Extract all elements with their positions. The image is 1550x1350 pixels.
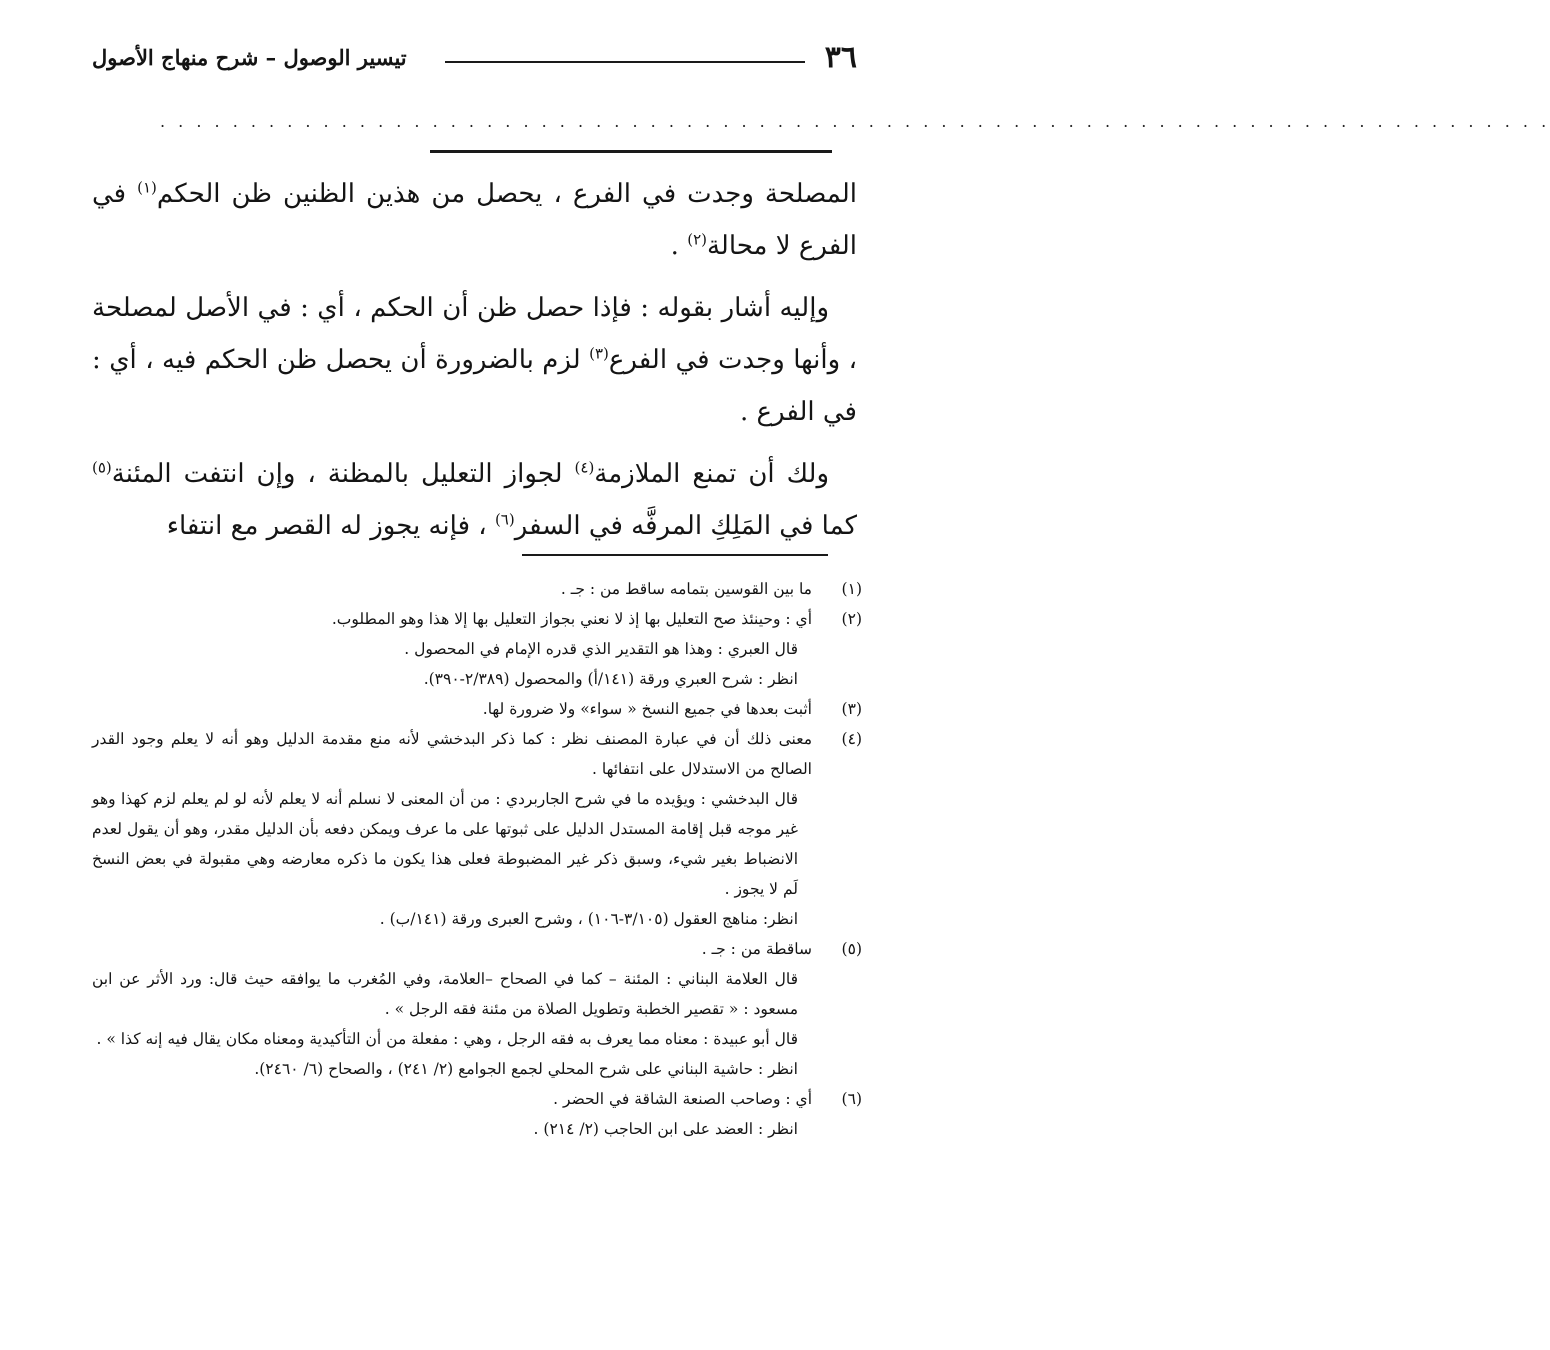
text-run: في الفرع لا محالة — [92, 179, 857, 261]
text-run: وإليه أشار بقوله : فإذا حصل ظن أن الحكم ، أي : في الأصل لمصلحة ، وأنها وجدت في الفرع — [92, 293, 857, 375]
footnote-number: (٣) — [841, 700, 862, 718]
footnote-text: معنى ذلك أن في عبارة المصنف نظر : كما ذكر البدخشي لأنه منع مقدمة الدليل وهو أنه لا يعلم وجود القدر الصالح من الاستدلال على انتفائها . — [92, 730, 812, 778]
paragraph-2 — [92, 282, 857, 438]
book-title: تيسير الوصول – شرح منهاج الأصول — [92, 45, 407, 70]
footnote-number: (٢) — [841, 610, 862, 628]
footnote-rule — [522, 554, 828, 556]
footnote-ref-3[interactable]: (٣) — [589, 344, 609, 363]
header-rule — [445, 61, 805, 63]
footnote-number: (٥) — [841, 940, 862, 958]
section-rule — [430, 150, 832, 153]
text-run: لجواز التعليل بالمظنة ، وإن انتفت المئنة — [111, 459, 575, 489]
footnote-subtext: انظر : حاشية البناني على شرح المحلي لجمع الجوامع (٢/ ٢٤١) ، والصحاح (٦/ ٢٤٦٠). — [254, 1060, 798, 1078]
footnotes — [92, 574, 862, 1144]
dotted-separator: . . . . . . . . . . . . . . . . . . . . . . . . . . . . . . . . . . . . . . . . . . . . . . . . . . . . . . . . . . . . . . . . . . . . . . . . . . . . . — [160, 112, 1550, 131]
footnote-subtext: قال البدخشي : ويؤيده ما في شرح الجاربردي : من أن المعنى لا نسلم أنه لا يعلم لأنه لو لم يعلم لزم كهذا وهو غير موجه قبل إقامة المستدل الدليل على ثبوتها على ما عرف ويمكن دفعه بأن الدليل مقدر، وهو أن يقول لعدم الانضباط بغير شيء، وسبق ذكر غير المضبوطة فعلى هذا يكون ما ذكره معارضه وهي مقبولة في بعض النسخ لَم لا يجوز . — [92, 790, 798, 898]
footnote-ref-6[interactable]: (٦) — [494, 510, 515, 529]
running-header — [92, 38, 857, 86]
footnote-text: أثبت بعدها في جميع النسخ « سواء» ولا ضرورة لها. — [482, 700, 812, 718]
footnote-text: أي : وحينئذ صح التعليل بها إذ لا نعني بجواز التعليل بها إلا هذا وهو المطلوب. — [331, 610, 812, 628]
text-run: ، فإنه يجوز له القصر مع انتفاء — [166, 511, 495, 541]
footnote-subtext: انظر: مناهج العقول (٣/١٠٥-١٠٦) ، وشرح العبرى ورقة (١٤١/ب) . — [379, 910, 798, 928]
text-run: المصلحة وجدت في الفرع ، يحصل من هذين الظنين ظن الحكم — [156, 179, 857, 209]
text-run: لزم بالضرورة أن يحصل ظن الحكم فيه ، أي : في الفرع . — [92, 345, 857, 427]
footnote-number: (١) — [841, 580, 862, 598]
main-text — [92, 168, 857, 562]
footnote-ref-4[interactable]: (٤) — [574, 458, 595, 477]
footnote-ref-1[interactable]: (١) — [137, 178, 157, 197]
footnote-number: (٦) — [841, 1090, 862, 1108]
footnote-ref-2[interactable]: (٢) — [687, 230, 707, 249]
footnote-number: (٤) — [841, 730, 862, 748]
footnote-subtext: قال العلامة البناني : المئنة – كما في الصحاح –العلامة، وفي المُغرب ما يوافقه حيث قال: ورد الأثر عن ابن مسعود : « تقصير الخطبة وتطويل الصلاة من مئنة فقه الرجل » . — [92, 970, 798, 1018]
paragraph-3 — [92, 448, 857, 552]
text-run: ولك أن تمنع الملازمة — [594, 459, 829, 489]
footnote-subtext: انظر : العضد على ابن الحاجب (٢/ ٢١٤) . — [533, 1120, 798, 1138]
footnote — [92, 1084, 862, 1144]
text-run: . — [670, 231, 688, 261]
footnote — [92, 694, 862, 724]
footnote-subtext: قال العبري : وهذا هو التقدير الذي قدره الإمام في المحصول . — [404, 640, 798, 658]
footnote — [92, 724, 862, 934]
footnote-text: ساقطة من : جـ . — [701, 940, 812, 958]
footnote-subtext: قال أبو عبيدة : معناه مما يعرف به فقه الرجل ، وهي : مفعلة من أن التأكيدية ومعناه مكان يقال فيه إنه كذا » . — [96, 1030, 798, 1048]
footnote — [92, 604, 862, 694]
paragraph-1 — [92, 168, 857, 272]
footnote-ref-5[interactable]: (٥) — [92, 458, 112, 477]
footnote-text: ما بين القوسين بتمامه ساقط من : جـ . — [560, 580, 812, 598]
footnote-subtext: انظر : شرح العبري ورقة (١٤١/أ) والمحصول (٢/٣٨٩-٣٩٠). — [423, 670, 798, 688]
text-run: كما في المَلِكِ المرفَّه في السفر — [514, 511, 857, 541]
footnote — [92, 934, 862, 1084]
footnote-text: أي : وصاحب الصنعة الشاقة في الحضر . — [553, 1090, 812, 1108]
page-number: ٣٦ — [824, 40, 857, 75]
footnote — [92, 574, 862, 604]
